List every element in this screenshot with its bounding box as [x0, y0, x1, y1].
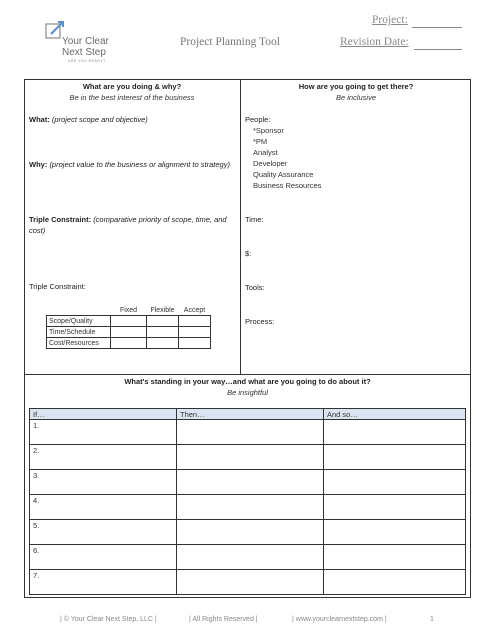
bottom-subheading: Be insightful [227, 388, 268, 397]
then-cell[interactable] [177, 570, 324, 595]
row-number[interactable]: 1. [30, 420, 177, 445]
logo-tagline: ARE YOU READY? [68, 59, 106, 63]
what-label-bold: What: [29, 115, 50, 124]
what-hint: (project scope and objective) [51, 115, 148, 124]
triple-constraint-bold: Triple Constraint: [29, 215, 92, 224]
col-and-so: And so… [324, 409, 466, 420]
tc-col-flexible: Flexible [150, 306, 175, 314]
tc-cell[interactable] [111, 316, 147, 327]
table-row [30, 470, 466, 495]
time-label: Time: [245, 215, 264, 224]
row-number[interactable]: 7. [30, 570, 177, 595]
then-cell[interactable] [177, 445, 324, 470]
right-subheading: Be inclusive [335, 93, 377, 102]
and-so-cell[interactable] [324, 520, 466, 545]
people-item: Quality Assurance [253, 170, 314, 179]
and-so-cell[interactable] [324, 570, 466, 595]
tc-row-time: Time/Schedule [47, 327, 111, 338]
tc-corner [47, 305, 111, 316]
tools-label: Tools: [245, 283, 265, 292]
table-row [30, 420, 466, 445]
then-cell[interactable] [177, 470, 324, 495]
tc-cell[interactable] [147, 338, 179, 349]
table-row [30, 520, 466, 545]
then-cell[interactable] [177, 420, 324, 445]
bottom-heading: What's standing in your way…and what are you going to do about it? [124, 377, 371, 386]
triple-constraint-label [29, 214, 234, 236]
people-list [253, 125, 321, 191]
people-item: Developer [253, 159, 288, 168]
people-item: Business Resources [253, 181, 322, 190]
tc-row-cost: Cost/Resources [47, 338, 111, 349]
row-number[interactable]: 2. [30, 445, 177, 470]
triple-constraint-plain-label: Triple Constraint: [29, 282, 86, 291]
right-heading: How are you going to get there? [298, 82, 414, 91]
footer-copyright: | © Your Clear Next Step, LLC | [60, 616, 157, 623]
tc-col-accept: Accept [183, 306, 206, 314]
col-if: If… [30, 409, 177, 420]
and-so-cell[interactable] [324, 495, 466, 520]
why-label [29, 159, 234, 170]
tc-row-scope: Scope/Quality [47, 316, 111, 327]
table-row [30, 570, 466, 595]
table-row [30, 495, 466, 520]
tc-cell[interactable] [111, 338, 147, 349]
revision-date-field[interactable] [414, 49, 462, 50]
project-field[interactable] [412, 27, 462, 28]
tc-cell[interactable] [179, 327, 211, 338]
triple-constraint-table [46, 305, 211, 349]
then-cell[interactable] [177, 545, 324, 570]
left-heading: What are you doing & why? [82, 82, 182, 91]
footer-website-link[interactable]: | www.yourclearnextstep.com | [292, 616, 387, 623]
revision-date-label: Revision Date: [340, 36, 409, 48]
company-logo [40, 18, 120, 64]
table-row [30, 445, 466, 470]
col-then: Then… [177, 409, 324, 420]
table-row [30, 545, 466, 570]
why-label-bold: Why: [29, 160, 48, 169]
row-number[interactable]: 5. [30, 520, 177, 545]
tc-col-fixed: Fixed [119, 306, 138, 314]
and-so-cell[interactable] [324, 545, 466, 570]
and-so-cell[interactable] [324, 470, 466, 495]
people-item: Analyst [253, 148, 278, 157]
people-label: People: [245, 115, 271, 124]
people-item: *PM [253, 137, 268, 146]
footer-rights: | All Rights Reserved | [189, 616, 258, 623]
process-label: Process: [245, 317, 275, 326]
then-cell[interactable] [177, 520, 324, 545]
then-cell[interactable] [177, 495, 324, 520]
risk-table [29, 408, 466, 595]
money-label: $: [245, 249, 252, 258]
tc-cell[interactable] [147, 316, 179, 327]
column-divider [240, 79, 241, 374]
and-so-cell[interactable] [324, 445, 466, 470]
row-number[interactable]: 4. [30, 495, 177, 520]
tc-cell[interactable] [179, 338, 211, 349]
and-so-cell[interactable] [324, 420, 466, 445]
tc-cell[interactable] [147, 327, 179, 338]
people-item: *Sponsor [253, 126, 284, 135]
left-subheading: Be in the best interest of the business [69, 93, 195, 102]
section-divider [24, 374, 471, 375]
tc-cell[interactable] [111, 327, 147, 338]
project-label: Project: [372, 14, 408, 26]
why-hint: (project value to the business or alignment to strategy) [49, 160, 230, 169]
row-number[interactable]: 3. [30, 470, 177, 495]
row-number[interactable]: 6. [30, 545, 177, 570]
logo-text-line1: Your Clear [62, 36, 109, 47]
page-number: 1 [430, 616, 434, 623]
logo-text-line2: Next Step [62, 47, 106, 58]
what-label [29, 114, 234, 125]
triple-constraint-hint: (comparative priority of scope, time, and cost) [29, 215, 227, 235]
tc-cell[interactable] [179, 316, 211, 327]
document-title: Project Planning Tool [180, 36, 280, 48]
